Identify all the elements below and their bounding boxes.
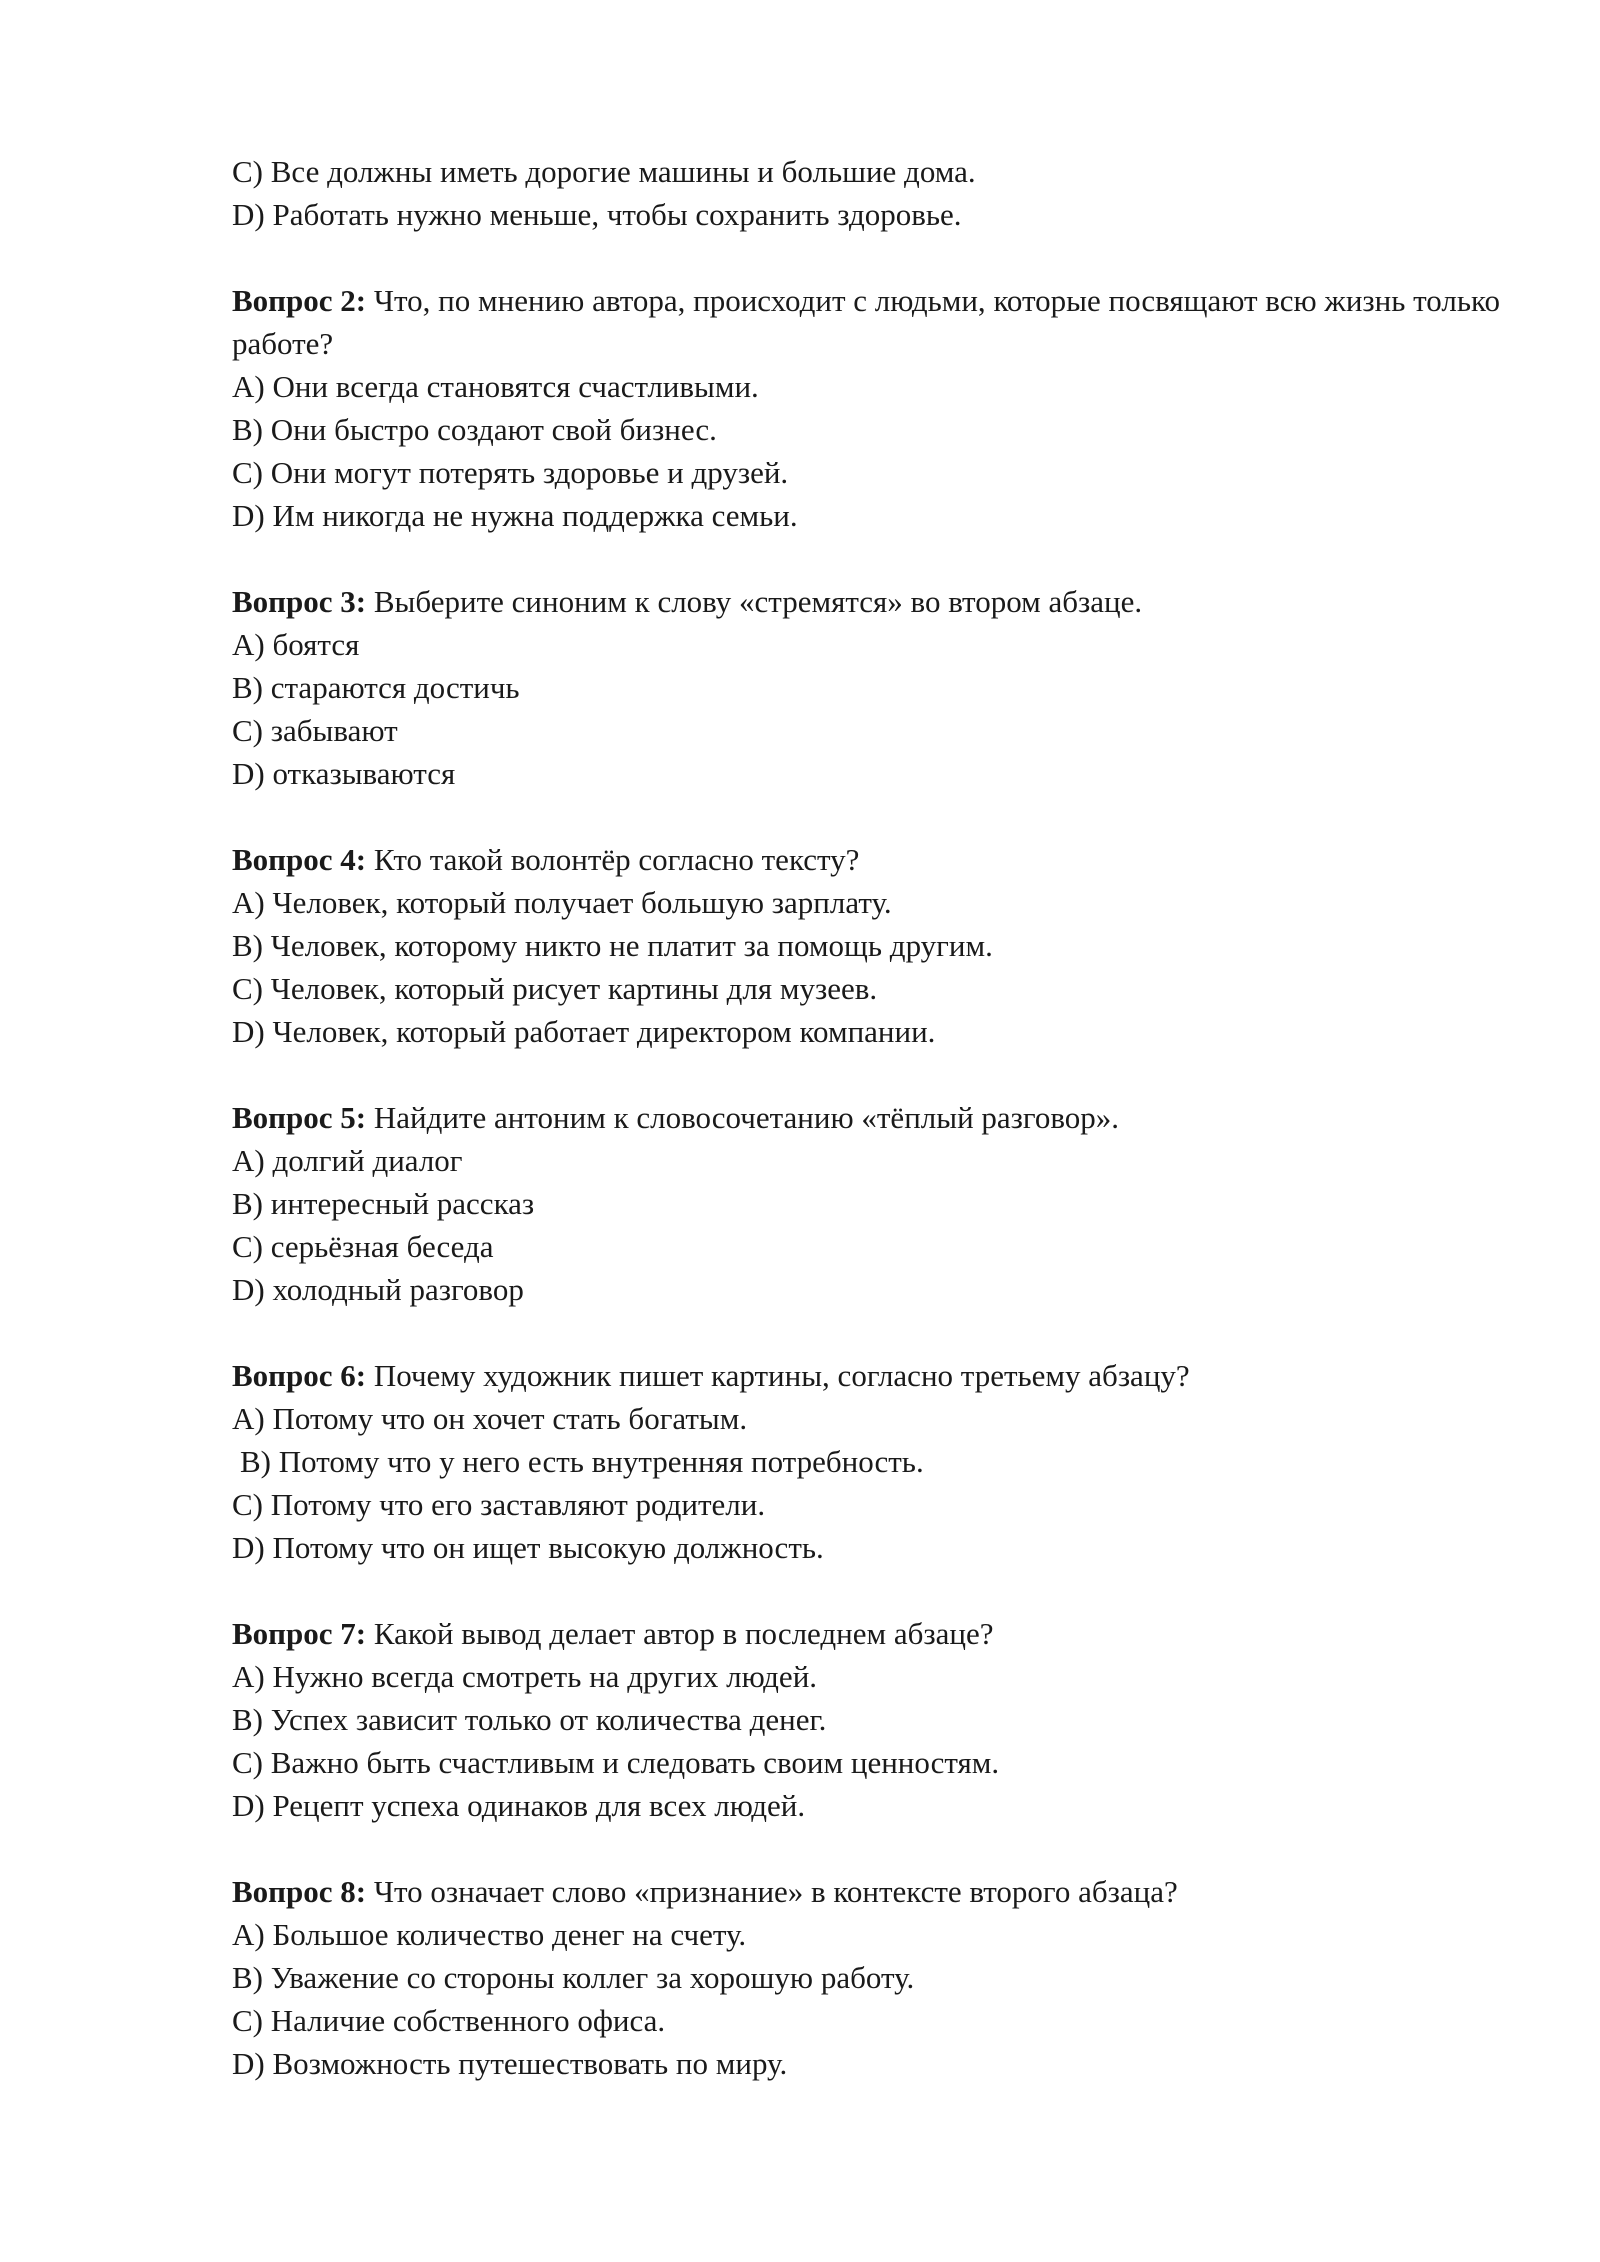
option-c: C) забывают <box>232 713 398 748</box>
option-a: A) Потому что он хочет стать богатым. <box>232 1401 748 1436</box>
question-text <box>232 1870 1500 1913</box>
question-7 <box>232 1612 1500 1827</box>
option-b: B) Они быстро создают свой бизнес. <box>232 412 717 447</box>
option-d: D) Человек, который работает директором компании. <box>232 1014 936 1049</box>
option-b: B) Успех зависит только от количества денег. <box>232 1702 827 1737</box>
question-text <box>232 1612 1500 1655</box>
question-6 <box>232 1354 1500 1569</box>
option-c: C) Наличие собственного офиса. <box>232 2003 666 2038</box>
question-body: Кто такой волонтёр согласно тексту? <box>373 842 860 877</box>
option-b: B) Человек, которому никто не платит за помощь другим. <box>232 928 993 963</box>
question-text <box>232 838 1500 881</box>
question-2 <box>232 279 1500 537</box>
question-3 <box>232 580 1500 795</box>
question-body: Выберите синоним к слову «стремятся» во втором абзаце. <box>373 584 1143 619</box>
question-body: Какой вывод делает автор в последнем абзаце? <box>373 1616 994 1651</box>
question-label: Вопрос 2: <box>232 283 367 318</box>
question-text <box>232 279 1500 365</box>
option-d: D) Возможность путешествовать по миру. <box>232 2046 788 2081</box>
question-label: Вопрос 4: <box>232 842 367 877</box>
fragment-options <box>232 150 1500 236</box>
question-body: Что означает слово «признание» в контексте второго абзаца? <box>373 1874 1178 1909</box>
option-a: A) долгий диалог <box>232 1143 463 1178</box>
question-5 <box>232 1096 1500 1311</box>
option-a: A) Они всегда становятся счастливыми. <box>232 369 759 404</box>
option-a: A) боятся <box>232 627 360 662</box>
question-label: Вопрос 3: <box>232 584 367 619</box>
option-a: A) Большое количество денег на счету. <box>232 1917 747 1952</box>
option-b: B) интересный рассказ <box>232 1186 535 1221</box>
option-b: B) Потому что у него есть внутренняя потребность. <box>240 1444 924 1479</box>
option-d: D) Рецепт успеха одинаков для всех людей. <box>232 1788 806 1823</box>
option-d: D) Работать нужно меньше, чтобы сохранить здоровье. <box>232 197 962 232</box>
question-body: Что, по мнению автора, происходит с людьми, которые посвящают всю жизнь только работе? <box>232 283 1500 361</box>
option-c: C) Важно быть счастливым и следовать своим ценностям. <box>232 1745 1000 1780</box>
question-text <box>232 580 1500 623</box>
option-d: D) холодный разговор <box>232 1272 524 1307</box>
option-a: A) Человек, который получает большую зарплату. <box>232 885 892 920</box>
option-b: B) стараются достичь <box>232 670 520 705</box>
question-body: Найдите антоним к словосочетанию «тёплый разговор». <box>373 1100 1120 1135</box>
question-label: Вопрос 5: <box>232 1100 367 1135</box>
option-b: B) Уважение со стороны коллег за хорошую работу. <box>232 1960 915 1995</box>
option-a: A) Нужно всегда смотреть на других людей. <box>232 1659 818 1694</box>
question-text <box>232 1096 1500 1139</box>
question-body: Почему художник пишет картины, согласно третьему абзацу? <box>373 1358 1190 1393</box>
question-4 <box>232 838 1500 1053</box>
option-d: D) отказываются <box>232 756 456 791</box>
option-c: C) Они могут потерять здоровье и друзей. <box>232 455 789 490</box>
document-page <box>232 150 1500 2085</box>
option-c: C) серьёзная беседа <box>232 1229 494 1264</box>
option-d: D) Им никогда не нужна поддержка семьи. <box>232 498 798 533</box>
question-8 <box>232 1870 1500 2085</box>
question-text <box>232 1354 1500 1397</box>
option-d: D) Потому что он ищет высокую должность. <box>232 1530 824 1565</box>
option-c: C) Все должны иметь дорогие машины и большие дома. <box>232 154 976 189</box>
question-label: Вопрос 7: <box>232 1616 367 1651</box>
question-label: Вопрос 8: <box>232 1874 367 1909</box>
question-label: Вопрос 6: <box>232 1358 367 1393</box>
option-c: C) Потому что его заставляют родители. <box>232 1487 766 1522</box>
option-c: C) Человек, который рисует картины для музеев. <box>232 971 878 1006</box>
